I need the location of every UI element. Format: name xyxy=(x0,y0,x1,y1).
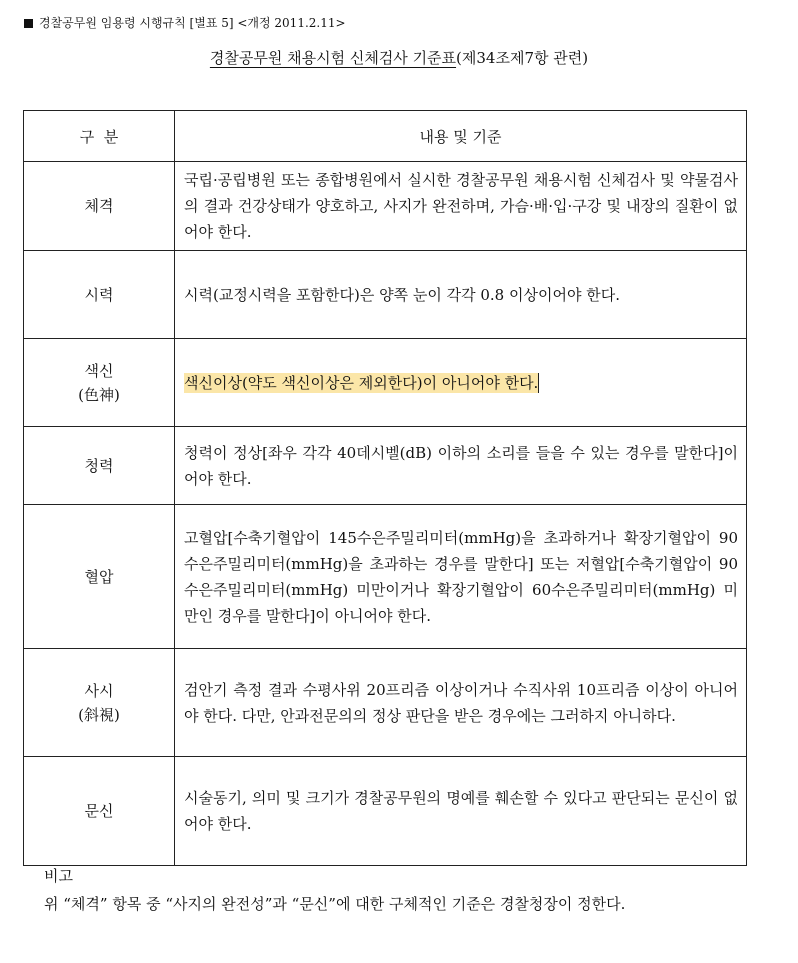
document-reference xyxy=(24,14,346,32)
category-label: 시력 xyxy=(84,285,114,304)
highlighted-content: 색신이상(약도 색신이상은 제외한다)이 아니어야 한다. xyxy=(184,373,539,392)
note-label: 비고 xyxy=(44,867,73,885)
category-label: 사시 xyxy=(84,681,114,700)
row-category xyxy=(24,649,175,757)
header-content: 내용 및 기준 xyxy=(175,111,747,162)
row-content: 시력(교정시력을 포함한다)은 양쪽 눈이 각각 0.8 이상이어야 한다. xyxy=(175,251,747,339)
table-row xyxy=(24,251,747,339)
row-content: 청력이 정상[좌우 각각 40데시벨(dB) 이하의 소리를 들을 수 있는 경우를 말한다]이어야 한다. xyxy=(175,427,747,505)
category-label: 혈압 xyxy=(84,567,114,586)
row-category xyxy=(24,757,175,866)
category-label: 체격 xyxy=(84,197,114,215)
row-content xyxy=(175,339,747,427)
reference-text: 경찰공무원 임용령 시행규칙 [별표 5] <개정 2011.2.11> xyxy=(39,16,346,30)
table-row xyxy=(24,427,747,505)
row-category xyxy=(24,427,175,505)
square-bullet-icon xyxy=(24,19,33,28)
criteria-table xyxy=(23,110,747,866)
table-header-row xyxy=(24,111,747,162)
table-row xyxy=(24,505,747,649)
table-row xyxy=(24,757,747,866)
note-text: 위 “체격” 항목 중 “사지의 완전성”과 “문신”에 대한 구체적인 기준은 경찰청장이 정한다. xyxy=(44,895,626,913)
category-label: 색신 xyxy=(84,361,114,380)
row-content: 시술동기, 의미 및 크기가 경찰공무원의 명예를 훼손할 수 있다고 판단되는 문신이 없어야 한다. xyxy=(175,757,747,866)
row-content: 검안기 측정 결과 수평사위 20프리즘 이상이거나 수직사위 10프리즘 이상이 아니어야 한다. 다만, 안과전문의의 정상 판단을 받은 경우에는 그러하지 아니하다. xyxy=(175,649,747,757)
title-main: 경찰공무원 채용시험 신체검사 기준표 xyxy=(209,49,457,67)
category-label: 문신 xyxy=(84,802,114,820)
row-category xyxy=(24,339,175,427)
row-category xyxy=(24,251,175,339)
title-sub: (제34조제7항 관련) xyxy=(456,49,589,67)
category-label: 청력 xyxy=(84,456,114,475)
table-row xyxy=(24,649,747,757)
category-hanja: (斜視) xyxy=(78,705,120,724)
row-content: 국립·공립병원 또는 종합병원에서 실시한 경찰공무원 채용시험 신체검사 및 약물검사의 결과 건강상태가 양호하고, 사지가 완전하며, 가슴·배·입·구강 및 내장의 질환이 없어야 한다. xyxy=(175,162,747,251)
row-category xyxy=(24,162,175,251)
table-row xyxy=(24,162,747,251)
category-hanja: (色神) xyxy=(78,385,120,404)
row-category xyxy=(24,505,175,649)
table-row xyxy=(24,339,747,427)
header-category: 구 분 xyxy=(24,111,175,162)
row-content: 고혈압[수축기혈압이 145수은주밀리미터(mmHg)을 초과하거나 확장기혈압이 90수은주밀리미터(mmHg)을 초과하는 경우를 말한다] 또는 저혈압[수축기혈압이 90수은주밀리미터(mmHg) 미만이거나 확장기혈압이 60수은주밀리미터(mmHg) 미만인 경우를 말한다]이 아니어야 한다. xyxy=(175,505,747,649)
document-title xyxy=(0,46,798,70)
